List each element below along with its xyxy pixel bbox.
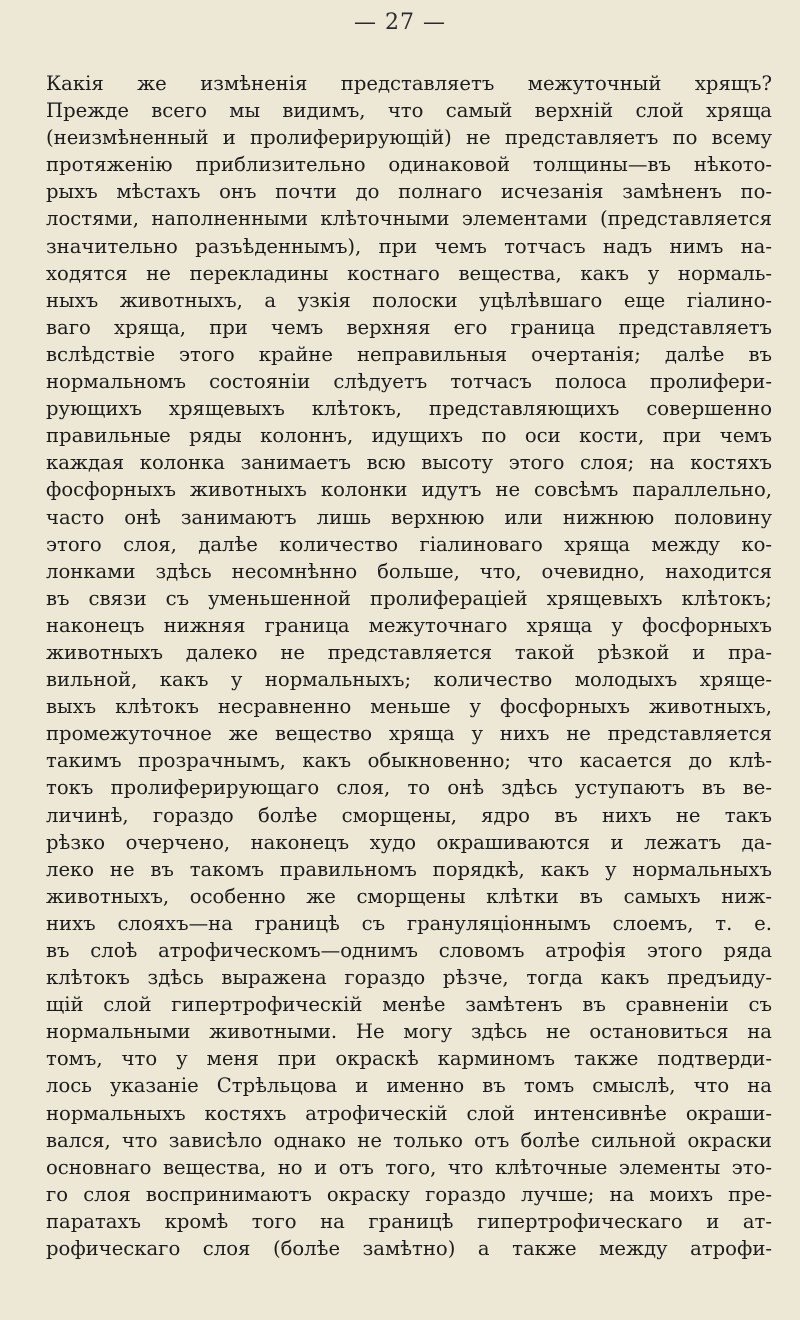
text-line: вильной, какъ у нормальныхъ; количество молодыхъ хряще- bbox=[46, 668, 772, 692]
body-text bbox=[46, 70, 772, 1262]
text-line: клѣтокъ здѣсь выражена гораздо рѣзче, тогда какъ предъиду- bbox=[46, 966, 772, 990]
text-line: го слоя воспринимаютъ окраску гораздо лучше; на моихъ пре- bbox=[46, 1182, 772, 1206]
text-line: паратахъ кромѣ того на границѣ гипертрофическаго и ат- bbox=[46, 1209, 772, 1233]
text-line: нормальныхъ костяхъ атрофическій слой интенсивнѣе окраши- bbox=[46, 1101, 772, 1125]
text-line: томъ, что у меня при окраскѣ карминомъ также подтверди- bbox=[46, 1047, 772, 1071]
text-line: основнаго вещества, но и отъ того, что клѣточные элементы это- bbox=[46, 1155, 772, 1179]
text-line: правильные ряды колоннъ, идущихъ по оси кости, при чемъ bbox=[46, 424, 772, 448]
text-line: значительно разъѣденнымъ), при чемъ тотчасъ надъ нимъ на- bbox=[46, 234, 772, 258]
text-line: рѣзко очерчено, наконецъ худо окрашиваются и лежатъ да- bbox=[46, 830, 772, 854]
page-number: — 27 — bbox=[354, 10, 446, 35]
text-line: ныхъ животныхъ, а узкія полоски уцѣлѣвшаго еще гіалино- bbox=[46, 288, 772, 312]
text-line: каждая колонка занимаетъ всю высоту этого слоя; на костяхъ bbox=[46, 451, 772, 475]
text-line: щій слой гипертрофическій менѣе замѣтенъ въ сравненіи съ bbox=[46, 993, 772, 1017]
text-line: такимъ прозрачнымъ, какъ обыкновенно; что касается до клѣ- bbox=[46, 749, 772, 773]
text-line: токъ пролиферирующаго слоя, то онѣ здѣсь уступаютъ въ ве- bbox=[46, 776, 772, 800]
text-line: ходятся не перекладины костнаго вещества, какъ у нормаль- bbox=[46, 261, 772, 285]
text-line: промежуточное же вещество хряща у нихъ не представляется bbox=[46, 722, 772, 746]
text-line: рыхъ мѣстахъ онъ почти до полнаго исчезанія замѣненъ по- bbox=[46, 180, 772, 204]
text-line: лостями, наполненными клѣточными элементами (представляется bbox=[46, 207, 772, 231]
text-line: Какія же измѣненія представляетъ межуточный хрящъ? bbox=[46, 72, 772, 95]
text-line: наконецъ нижняя граница межуточнаго хряща у фосфорныхъ bbox=[46, 613, 772, 637]
text-line: животныхъ далеко не представляется такой рѣзкой и пра- bbox=[46, 640, 772, 664]
text-line: вслѣдствіе этого крайне неправильныя очертанія; далѣе въ bbox=[46, 342, 772, 366]
text-line: рофическаго слоя (болѣе замѣтно) а также между атрофи- bbox=[46, 1237, 772, 1261]
text-line: нормальными животными. Не могу здѣсь не остановиться на bbox=[46, 1020, 772, 1044]
text-line: протяженію приблизительно одинаковой толщины—въ нѣкото- bbox=[46, 153, 772, 177]
text-line: Прежде всего мы видимъ, что самый верхній слой хряща bbox=[46, 99, 772, 123]
text-line: часто онѣ занимаютъ лишь верхнюю или нижнюю половину bbox=[46, 505, 772, 529]
text-line: фосфорныхъ животныхъ колонки идутъ не совсѣмъ параллельно, bbox=[46, 478, 772, 502]
text-line: животныхъ, особенно же сморщены клѣтки въ самыхъ ниж- bbox=[46, 884, 772, 908]
text-line: этого слоя, далѣе количество гіалиноваго хряща между ко- bbox=[46, 532, 772, 556]
text-line: нормальномъ состояніи слѣдуетъ тотчасъ полоса пролифери- bbox=[46, 370, 772, 394]
text-line: личинѣ, гораздо болѣе сморщены, ядро въ нихъ не такъ bbox=[46, 803, 772, 827]
text-line: лонками здѣсь несомнѣнно больше, что, очевидно, находится bbox=[46, 559, 772, 583]
text-line: нихъ слояхъ—на границѣ съ грануляціоннымъ слоемъ, т. е. bbox=[46, 911, 772, 935]
text-line: въ связи съ уменьшенной пролифераціей хрящевыхъ клѣтокъ; bbox=[46, 586, 772, 610]
text-line: ваго хряща, при чемъ верхняя его граница представляетъ bbox=[46, 315, 772, 339]
text-line: лось указаніе Стрѣльцова и именно въ томъ смыслѣ, что на bbox=[46, 1074, 772, 1098]
text-line: (неизмѣненный и пролиферирующій) не представляетъ по всему bbox=[46, 126, 772, 150]
text-line: леко не въ такомъ правильномъ порядкѣ, какъ у нормальныхъ bbox=[46, 857, 772, 881]
text-line: вался, что зависѣло однако не только отъ болѣе сильной окраски bbox=[46, 1128, 772, 1152]
text-line: выхъ клѣтокъ несравненно меньше у фосфорныхъ животныхъ, bbox=[46, 695, 772, 719]
text-line: рующихъ хрящевыхъ клѣтокъ, представляющихъ совершенно bbox=[46, 397, 772, 421]
text-line: въ слоѣ атрофическомъ—однимъ словомъ атрофія этого ряда bbox=[46, 939, 772, 962]
